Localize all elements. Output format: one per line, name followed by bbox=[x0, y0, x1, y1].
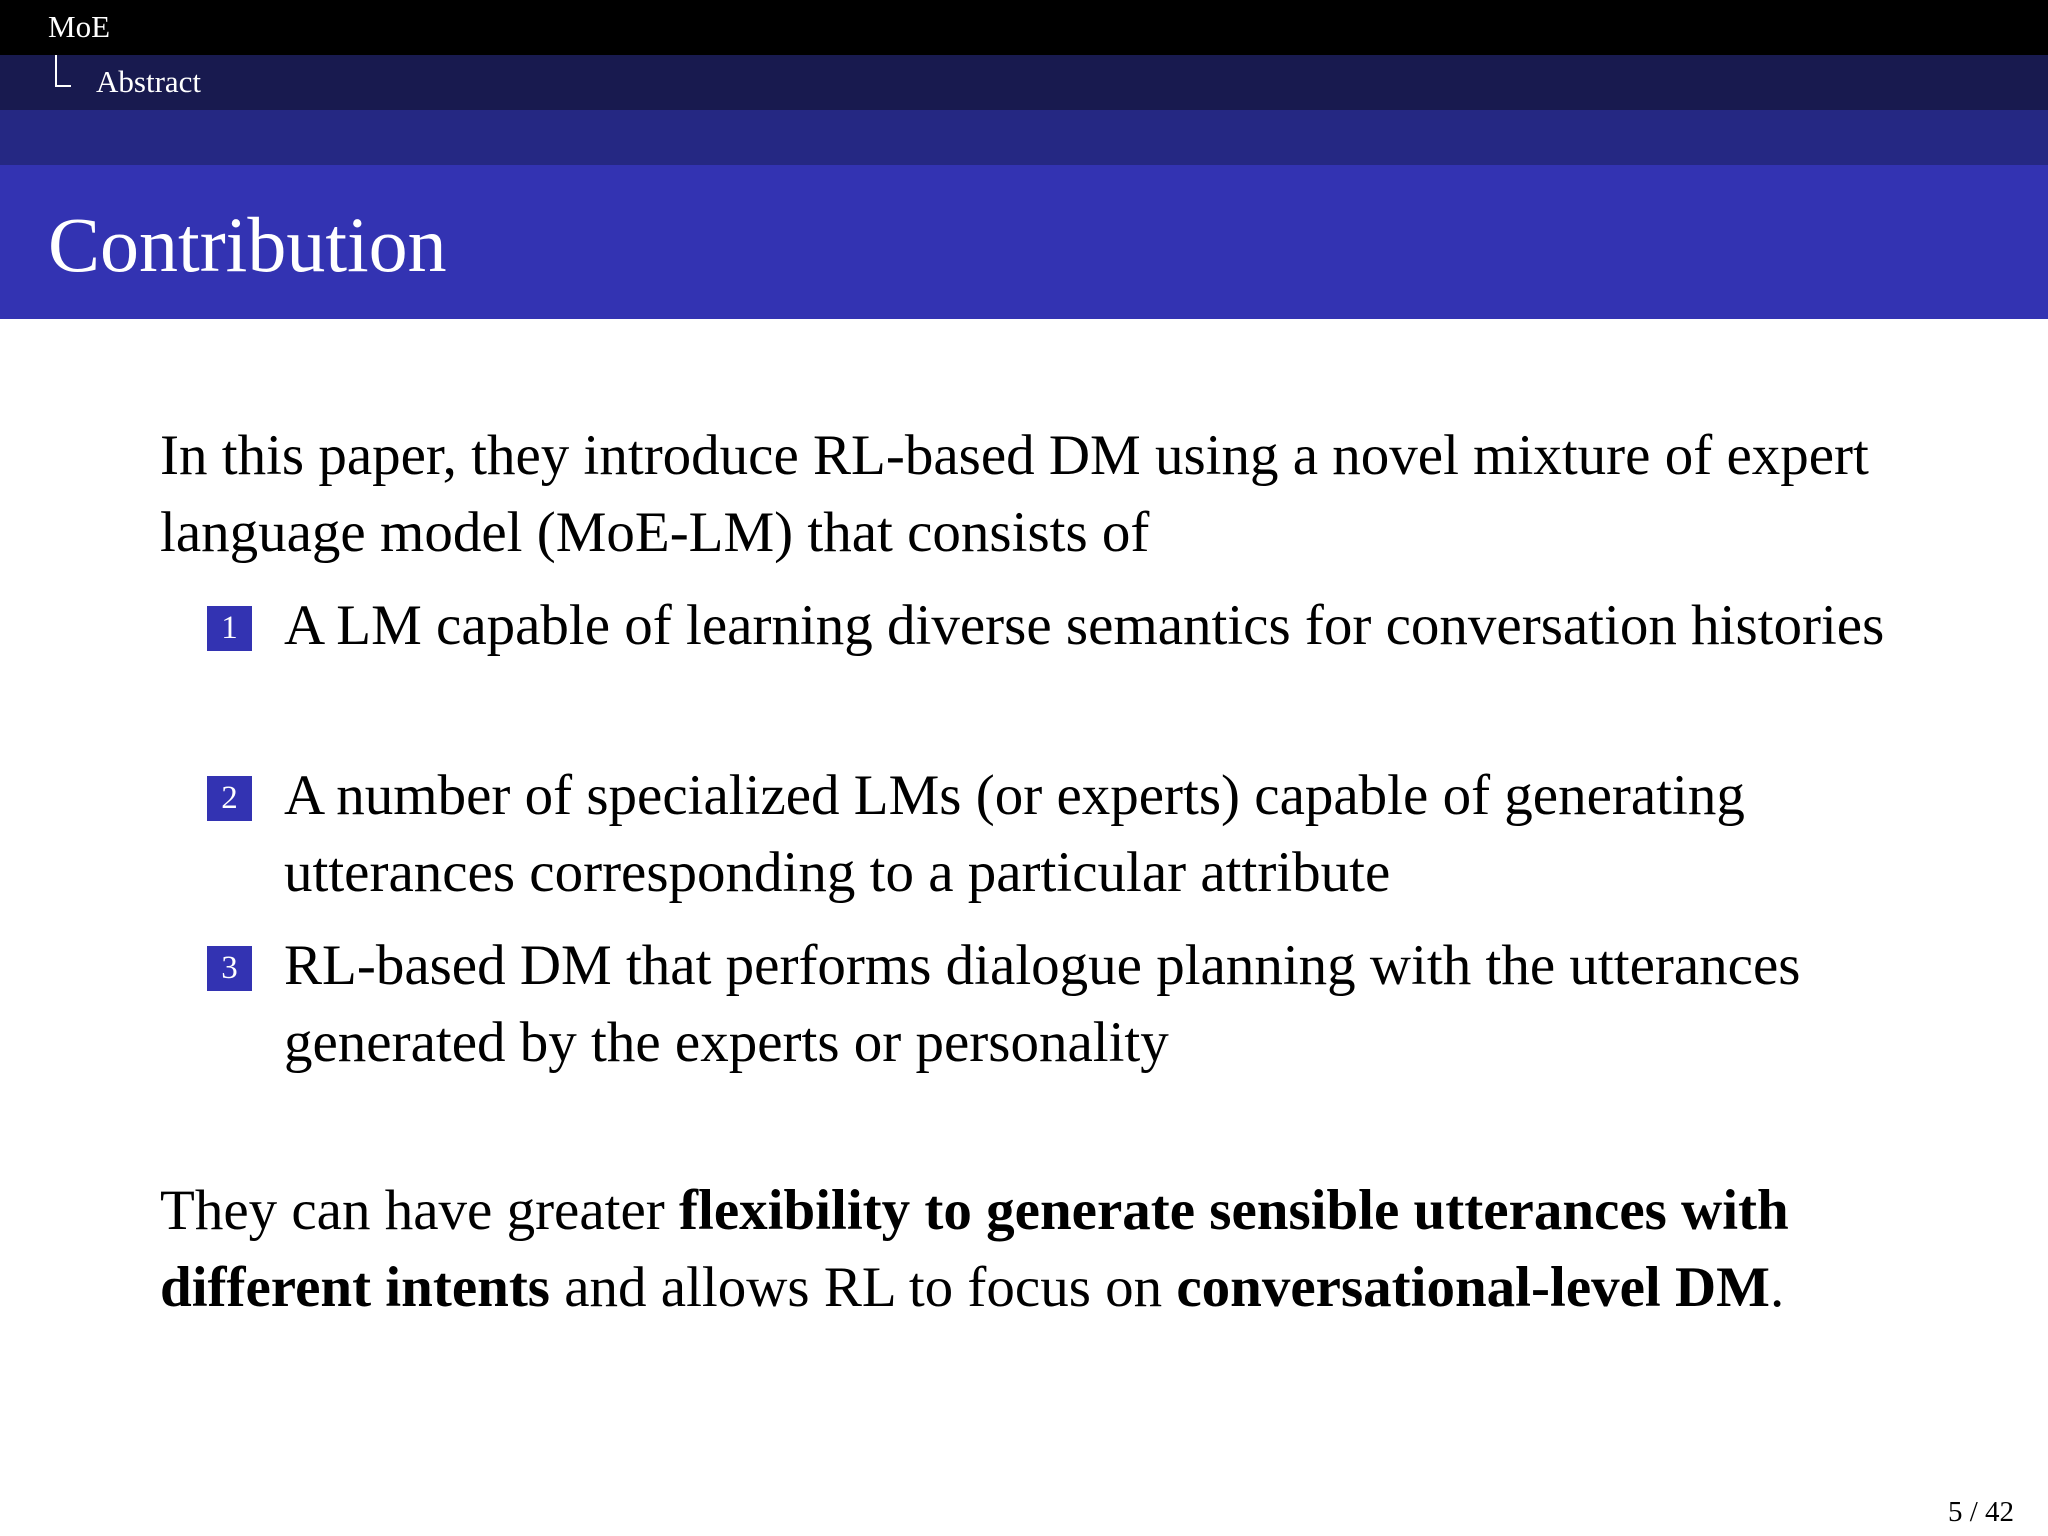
conclusion-text: . bbox=[1769, 1256, 1785, 1319]
section-label: MoE bbox=[48, 9, 110, 44]
enumerate-number-badge: 1 bbox=[207, 606, 252, 651]
conclusion-emphasis: flexibility to generate sensible utterances with different intents bbox=[160, 1179, 1789, 1319]
headline-subsection-bar bbox=[0, 55, 2048, 110]
enumerate-number-badge: 3 bbox=[207, 946, 252, 991]
conclusion-text: and allows RL to focus on bbox=[549, 1256, 1177, 1319]
conclusion-paragraph bbox=[160, 1172, 1920, 1326]
enumerate-item-text: RL-based DM that performs dialogue planning with the utterances generated by the experts or personality bbox=[284, 934, 1801, 1074]
conclusion-emphasis: conversational-level DM bbox=[1176, 1256, 1770, 1319]
page-number: 5 / 42 bbox=[1947, 1496, 2014, 1528]
headline-spacer-bar bbox=[0, 110, 2048, 165]
enumerate-number-badge: 2 bbox=[207, 776, 252, 821]
frame-title: Contribution bbox=[48, 201, 447, 288]
subsection-label: Abstract bbox=[96, 64, 202, 99]
enumerate-item-text: A number of specialized LMs (or experts) capable of generating utterances corresponding to a particular attribute bbox=[284, 764, 1745, 904]
tree-connector-icon bbox=[55, 55, 71, 87]
enumerate-item-text: A LM capable of learning diverse semantics for conversation histories bbox=[284, 594, 1885, 657]
conclusion-text: They can have greater bbox=[160, 1179, 680, 1242]
headline-section-bar bbox=[0, 0, 2048, 55]
intro-paragraph: In this paper, they introduce RL-based DM using a novel mixture of expert language model (MoE-LM) that consists of bbox=[160, 424, 1869, 564]
